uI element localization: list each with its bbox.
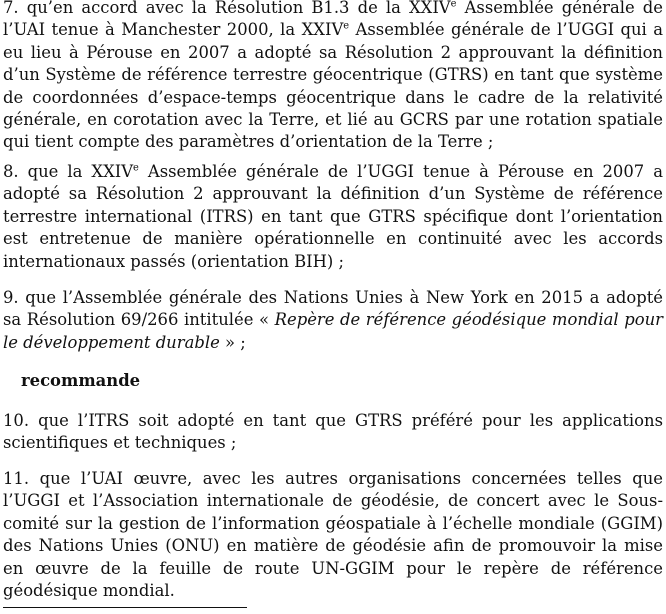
paragraph-7-text-c: Assemblée générale de l’UGGI qui a eu lieu à Pérouse en 2007 a adopté sa Résolution 2 approuvant la définition d’un Système de référence terrestre géocentrique (GTRS) en tant que système de coordonnées d’espace-temps géocentrique dans le cadre de la relativité générale, en corotation avec la Terre, et lié au GCRS par une rotation spatiale qui tient compte des paramètres d’orientation de la Terre ; [3, 20, 663, 152]
paragraph-8 [3, 161, 663, 273]
superscript-e: e [133, 162, 139, 174]
paragraph-10: 10. que l’ITRS soit adopté en tant que GTRS préféré pour les applications scientifiques et techniques ; [3, 411, 663, 453]
footnote-separator [3, 607, 247, 608]
paragraph-9-text-b: » ; [219, 332, 246, 352]
paragraph-8-text-a: 8. que la XXIV [3, 162, 134, 181]
superscript-e: e [450, 0, 457, 10]
paragraph-9-italic-title: Repère de référence géodésique mondial pour le développement durable [3, 310, 663, 352]
paragraph-7 [3, 0, 663, 154]
recommande-heading: recommande [21, 371, 141, 390]
paragraph-9-text-a: 9. que l’Assemblée générale des Nations Unies à New York en 2015 a adopté sa Résolution 69/266 intitulée « [3, 288, 663, 330]
paragraph-8-text-b: Assemblée générale de l’UGGI tenue à Pérouse en 2007 a adopté sa Résolution 2 approuvant la définition d’un Système de référence terrestre international (ITRS) en tant que GTRS spécifique dont l’orientation est entretenue de manière opérationnelle en continuité avec les accords internationaux passés (orientation BIH) ; [3, 162, 663, 271]
superscript-e: e [343, 20, 350, 32]
paragraph-9 [3, 287, 663, 354]
paragraph-11: 11. que l’UAI œuvre, avec les autres organisations concernées telles que l’UGGI et l’Association internationale de géodésie, de concert avec le Sous-comité sur la gestion de l’information géospatiale à l’échelle mondiale (GGIM) des Nations Unies (ONU) en matière de géodésie afin de promouvoir la mise en œuvre de la feuille de route UN-GGIM pour le repère de référence géodésique mondial. [3, 469, 663, 601]
paragraph-7-text-a: 7. qu’en accord avec la Résolution B1.3 de la XXIV [3, 0, 451, 17]
paragraph-7-text-b: Assemblée générale de l’UAI tenue à Manchester 2000, la XXIV [3, 0, 663, 40]
